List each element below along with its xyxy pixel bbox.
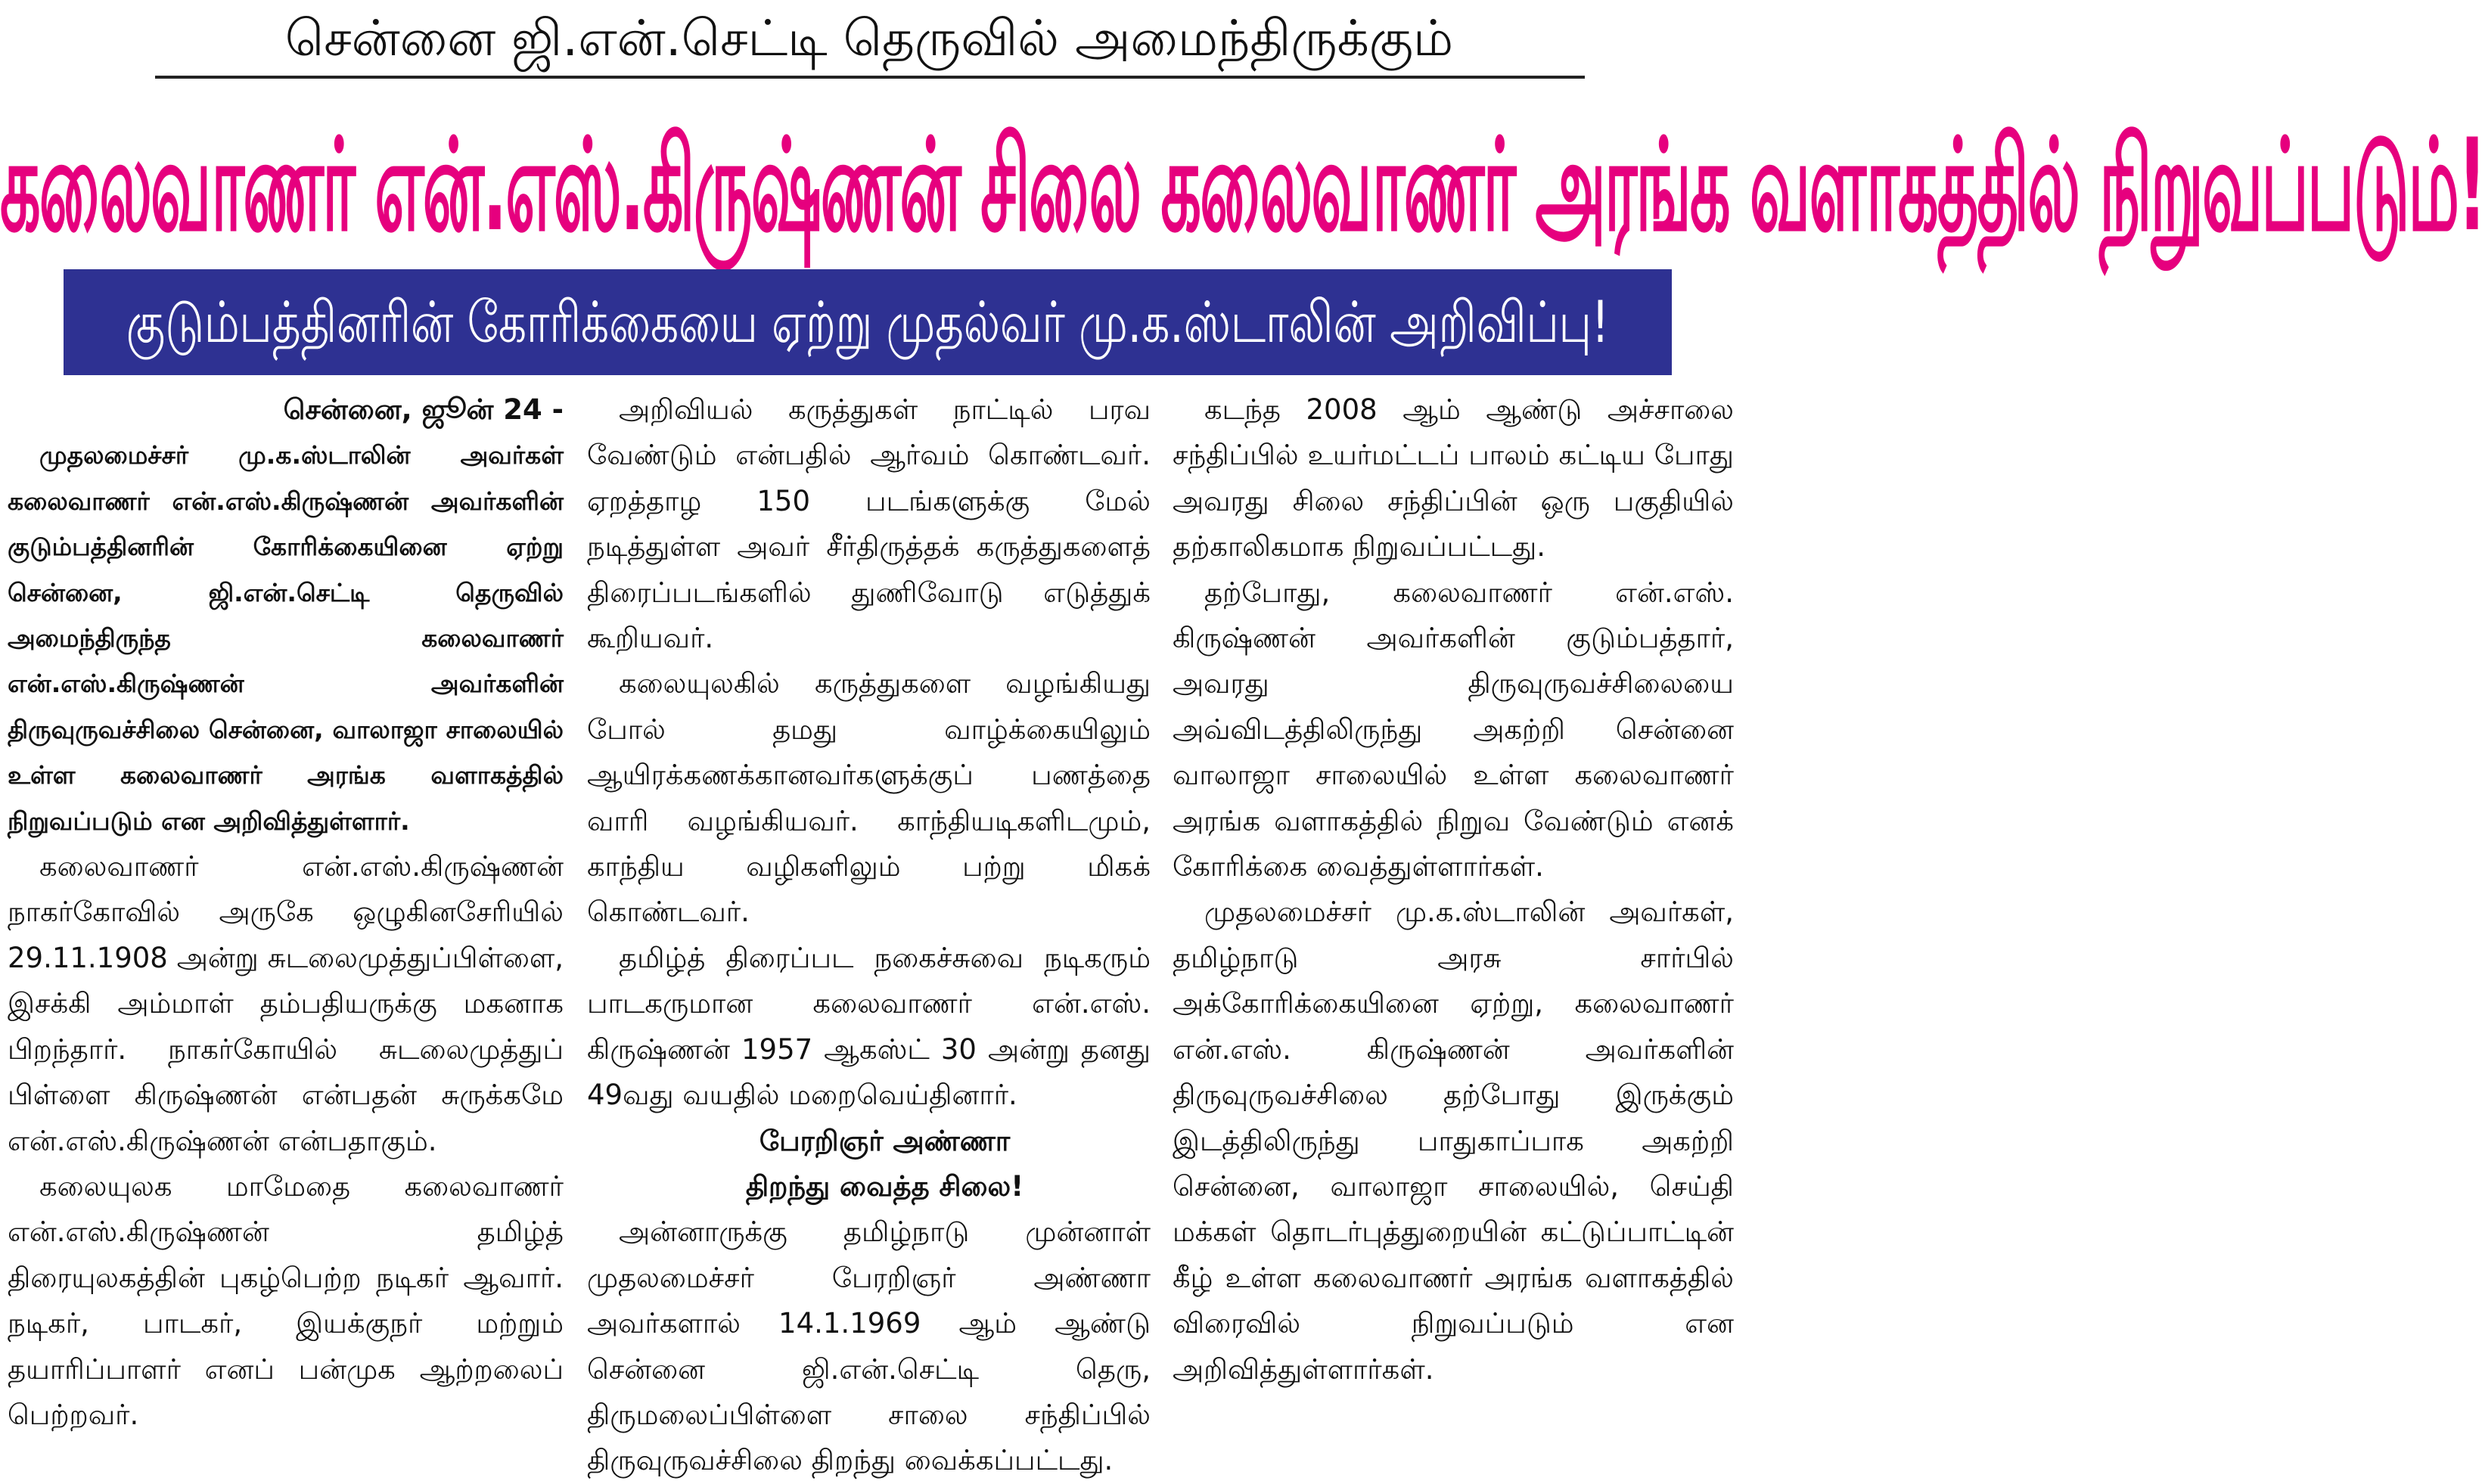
body-paragraph: அறிவியல் கருத்துகள் நாட்டில் பரவ வேண்டும் என்பதில் ஆர்வம் கொண்டவர். ஏறத்தாழ 150 படங்களுக்கு மேல் நடித்துள்ள அவர் சீர்திருத்தக் கருத்துகளைத் திரைப்படங்களில் துணிவோடு எடுத்துக் கூறியவர்.: [587, 393, 1151, 655]
body-paragraph: கடந்த 2008 ஆம் ஆண்டு அச்சாலை சந்திப்பில் உயர்மட்டப் பாலம் கட்டிய போது அவரது சிலை சந்திப்பின் ஒரு பகுதியில் தற்காலிகமாக நிறுவப்பட்டது.: [1173, 393, 1734, 563]
body-paragraph: கலையுலகில் கருத்துகளை வழங்கியது போல் தமது வாழ்க்கையிலும் ஆயிரக்கணக்கானவர்களுக்குப் பணத்தை வாரி வழங்கியவர். காந்தியடிகளிடமும், காந்திய வழிகளிலும் பற்று மிகக் கொண்டவர்.: [587, 667, 1151, 929]
sub-headline-text: குடும்பத்தினரின் கோரிக்கையை ஏற்று முதல்வர் மு.க.ஸ்டாலின் அறிவிப்பு!: [126, 288, 1610, 356]
dateline: சென்னை, ஜூன் 24 -: [283, 393, 564, 426]
body-paragraph: அன்னாருக்கு தமிழ்நாடு முன்னாள் முதலமைச்சர் பேரறிஞர் அண்ணா அவர்களால் 14.1.1969 ஆம் ஆண்டு சென்னை ஜி.என்.செட்டி தெரு, திருமலைப்பிள்ளை சாலை சந்திப்பில் திருவுருவச்சிலை திறந்து வைக்கப்பட்டது.: [587, 1215, 1151, 1477]
sub-headline-banner: [64, 269, 1672, 375]
article-column-2: [587, 387, 1151, 1477]
article-column-3: [1173, 387, 1734, 1386]
body-paragraph: தமிழ்த் திரைப்பட நகைச்சுவை நடிகரும் பாடகருமான கலைவாணர் என்.எஸ். கிருஷ்ணன் 1957 ஆகஸ்ட் 30 அன்று தனது 49வது வயதில் மறைவெய்தினார்.: [587, 941, 1151, 1112]
body-paragraph: தற்போது, கலைவாணர் என்.எஸ். கிருஷ்ணன் அவர்களின் குடும்பத்தார், அவரது திருவுருவச்சிலையை அவ்விடத்திலிருந்து அகற்றி சென்னை வாலாஜா சாலையில் உள்ள கலைவாணர் அரங்க வளாகத்தில் நிறுவ வேண்டும் எனக் கோரிக்கை வைத்துள்ளார்கள்.: [1173, 576, 1734, 883]
lead-paragraph: முதலமைச்சர் மு.க.ஸ்டாலின் அவர்கள் கலைவாணர் என்.எஸ்.கிருஷ்ணன் அவர்களின் குடும்பத்தினரின் கோரிக்கையினை ஏற்று சென்னை, ஜி.என்.செட்டி தெருவில் அமைந்திருந்த கலைவாணர் என்.எஸ்.கிருஷ்ணன் அவர்களின் திருவுருவச்சிலை சென்னை, வாலாஜா சாலையில் உள்ள கலைவாணர் அரங்க வளாகத்தில் நிறுவப்படும் என அறிவித்துள்ளார்.: [8, 440, 564, 836]
body-paragraph: கலைவாணர் என்.எஸ்.கிருஷ்ணன் நாகர்கோவில் அருகே ஒழுகினசேரியில் 29.11.1908 அன்று சுடலைமுத்துப்பிள்ளை, இசக்கி அம்மாள் தம்பதியருக்கு மகனாக பிறந்தார். நாகர்கோயில் சுடலைமுத்துப் பிள்ளை கிருஷ்ணன் என்பதன் சுருக்கமே என்.எஸ்.கிருஷ்ணன் என்பதாகும்.: [8, 850, 564, 1157]
body-paragraph: கலையுலக மாமேதை கலைவாணர் என்.எஸ்.கிருஷ்ணன் தமிழ்த் திரையுலகத்தின் புகழ்பெற்ற நடிகர் ஆவார். நடிகர், பாடகர், இயக்குநர் மற்றும் தயாரிப்பாளர் எனப் பன்முக ஆற்றலைப் பெற்றவர்.: [8, 1169, 564, 1431]
main-headline-text: கலைவாணர் என்.எஸ்.கிருஷ்ணன் சிலை கலைவாணர் அரங்க வளாகத்தில் நிறுவப்படும்!: [0, 111, 2485, 259]
kicker-headline: சென்னை ஜி.என்.செட்டி தெருவில் அமைந்திருக்கும்: [284, 9, 1454, 67]
body-paragraph: முதலமைச்சர் மு.க.ஸ்டாலின் அவர்கள், தமிழ்நாடு அரசு சார்பில் அக்கோரிக்கையினை ஏற்று, கலைவாணர் என்.எஸ். கிருஷ்ணன் அவர்களின் திருவுருவச்சிலை தற்போது இருக்கும் இடத்திலிருந்து பாதுகாப்பாக அகற்றி சென்னை, வாலாஜா சாலையில், செய்தி மக்கள் தொடர்புத்துறையின் கட்டுப்பாட்டின் கீழ் உள்ள கலைவாணர் அரங்க வளாகத்தில் விரைவில் நிறுவப்படும் என அறிவித்துள்ளார்கள்.: [1173, 896, 1734, 1386]
section-subhead-line-2: திறந்து வைத்த சிலை!: [745, 1169, 1024, 1203]
article-column-1: [8, 387, 564, 1431]
main-headline: [0, 91, 2485, 280]
section-subhead-line-1: பேரறிஞர் அண்ணா: [759, 1124, 1011, 1157]
